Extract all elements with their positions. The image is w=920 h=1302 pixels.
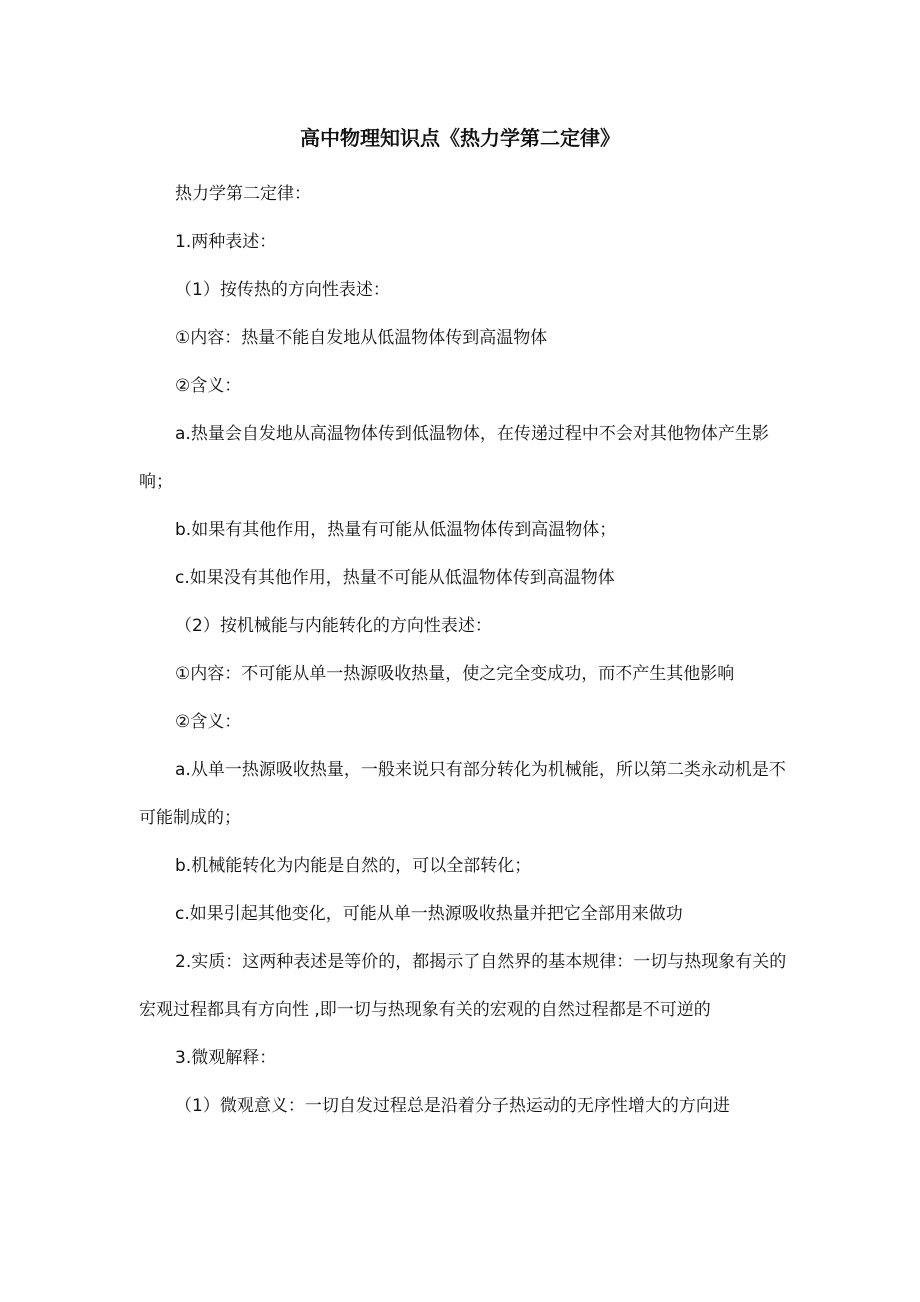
paragraph-meaning-2b: b.机械能转化为内能是自然的，可以全部转化； <box>175 856 532 876</box>
paragraph-meaning-1c: c.如果没有其他作用，热量不可能从低温物体传到高温物体 <box>175 568 615 588</box>
paragraph-meaning-2: ②含义： <box>175 712 242 732</box>
paragraph-mechanical-energy-statement: （2）按机械能与内能转化的方向性表述： <box>175 616 492 636</box>
paragraph-meaning-1a: a.热量会自发地从高温物体传到低温物体，在传递过程中不会对其他物体产生影响； <box>139 424 769 492</box>
paragraph-meaning-2c: c.如果引起其他变化，可能从单一热源吸收热量并把它全部用来做功 <box>175 904 683 924</box>
paragraph-micro-meaning: （1）微观意义：一切自发过程总是沿着分子热运动的无序性增大的方向进 <box>175 1096 730 1116</box>
paragraph-section-heading: 热力学第二定律： <box>175 184 311 204</box>
paragraph-essence: 2.实质：这两种表述是等价的，都揭示了自然界的基本规律：一切与热现象有关的宏观过程都具有方向性 ,即一切与热现象有关的宏观的自然过程都是不可逆的 <box>139 952 787 1020</box>
paragraph-two-statements: 1.两种表述： <box>175 232 277 252</box>
paragraph-micro-explanation: 3.微观解释： <box>175 1048 277 1068</box>
paragraph-content-1: ①内容：热量不能自发地从低温物体传到高温物体 <box>175 328 548 348</box>
paragraph-content-2: ①内容：不可能从单一热源吸收热量，使之完全变成功，而不产生其他影响 <box>175 664 735 684</box>
document-title: 高中物理知识点《热力学第二定律》 <box>300 126 620 150</box>
paragraph-meaning-1: ②含义： <box>175 376 242 396</box>
paragraph-heat-transfer-statement: （1）按传热的方向性表述： <box>175 280 390 300</box>
document-body <box>139 170 791 1130</box>
paragraph-meaning-1b: b.如果有其他作用，热量有可能从低温物体传到高温物体； <box>175 520 617 540</box>
paragraph-meaning-2a: a.从单一热源吸收热量，一般来说只有部分转化为机械能，所以第二类永动机是不可能制成的； <box>139 760 786 828</box>
